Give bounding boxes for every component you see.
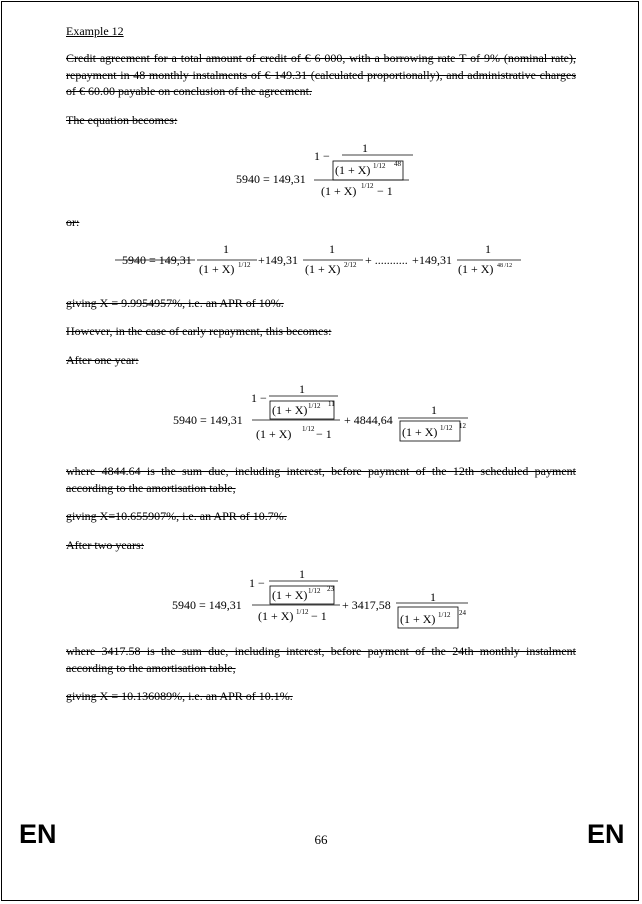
page-border [1, 1, 639, 901]
eq1-denominator-exp: 1/12 [361, 182, 374, 190]
eq1-outer-exp: 48 [394, 160, 401, 168]
eq1-one-minus: 1 − [314, 149, 330, 163]
eq2-base-1: (1 + X) [199, 262, 235, 276]
eq3-lhs: 5940 = 149,31 [173, 413, 243, 427]
where-1: where 4844.64 is the sum due, including interest, before payment of the 12th scheduled payment according to the amortisation table, [66, 464, 576, 495]
eq2-base-3: (1 + X) [458, 262, 494, 276]
equation-4 [168, 565, 478, 635]
eq4-plus-term: + 3417,58 [342, 598, 391, 612]
result-1: giving X = 9.9954957%, i.e. an APR of 10%. [66, 296, 284, 310]
equation-2 [115, 240, 535, 280]
eq2-plus-1: + [258, 253, 265, 267]
early-repayment-text: However, in the case of early repayment, this becomes: [66, 324, 332, 338]
eq2-coef-2: 149,31 [419, 253, 452, 267]
eq3-base: (1 + X) [272, 403, 308, 417]
result-2: giving X=10.655907%, i.e. an APR of 10.7%. [66, 509, 287, 523]
equation-intro: The equation becomes: [66, 113, 178, 127]
eq4-denominator-exp: 1/12 [296, 608, 309, 616]
eq3-denominator-base: (1 + X) [256, 427, 292, 441]
eq4-last-numerator: 1 [430, 590, 436, 604]
intro-paragraph: Credit agreement for a total amount of credit of € 6 000, with a borrowing rate T of 9% (nominal rate), repayment in 48 monthly instalments of € 149.31 (calculated proportionally), and administrative charges of € 60.00 payable on conclusion of the agreement. [66, 51, 576, 98]
eq2-plus-2: + [412, 253, 419, 267]
eq2-dots: + ........... [365, 253, 408, 267]
eq3-plus-term: + 4844,64 [344, 413, 393, 427]
eq2-lhs: 5940 = 149,31 [122, 253, 192, 267]
eq1-denominator-tail: − 1 [377, 184, 393, 198]
eq4-denominator-tail: − 1 [311, 609, 327, 623]
language-code-left: EN [19, 819, 57, 849]
page-number: 66 [314, 832, 328, 847]
eq4-outer-exp: 23 [327, 585, 334, 593]
eq4-frac-exp: 1/12 [308, 587, 321, 595]
eq4-last-frac-exp: 1/12 [438, 611, 451, 619]
eq2-numerator-2: 1 [329, 242, 335, 256]
eq4-denominator-base: (1 + X) [258, 609, 294, 623]
eq3-denominator-exp: 1/12 [302, 425, 315, 433]
eq2-numerator-3: 1 [485, 242, 491, 256]
eq4-one-minus: 1 − [249, 576, 265, 590]
eq3-last-base: (1 + X) [402, 425, 438, 439]
eq4-last-base: (1 + X) [400, 612, 436, 626]
eq3-last-exp: 12 [459, 422, 466, 430]
eq4-lhs: 5940 = 149,31 [172, 598, 242, 612]
eq2-coef-1: 149,31 [265, 253, 298, 267]
eq1-denominator-base: (1 + X) [321, 184, 357, 198]
or-label: or: [66, 215, 80, 229]
result-3: giving X = 10.136089%, i.e. an APR of 10.1%. [66, 689, 293, 703]
equation-3 [170, 380, 480, 450]
eq1-frac-exp: 1/12 [373, 162, 386, 170]
eq3-outer-exp: 11 [328, 400, 335, 408]
eq3-frac-exp: 1/12 [308, 402, 321, 410]
eq1-lhs: 5940 = 149,31 [236, 172, 306, 186]
eq2-numerator-1: 1 [223, 242, 229, 256]
where-2: where 3417.58 is the sum due, including interest, before payment of the 24th monthly instalment according to the amortisation table, [66, 644, 576, 675]
eq3-denominator-tail: − 1 [316, 427, 332, 441]
eq3-last-frac-exp: 1/12 [440, 424, 453, 432]
after-two-years-label: After two years: [66, 538, 144, 552]
eq1-base: (1 + X) [335, 163, 371, 177]
eq4-numerator-one: 1 [299, 567, 305, 581]
eq4-last-exp: 24 [459, 609, 466, 617]
language-code-right: EN [587, 819, 625, 849]
eq3-last-numerator: 1 [431, 403, 437, 417]
eq3-one-minus: 1 − [251, 391, 267, 405]
eq3-numerator-one: 1 [299, 382, 305, 396]
eq4-base: (1 + X) [272, 588, 308, 602]
eq2-exp-1: 1/12 [238, 261, 251, 269]
after-one-year-label: After one year: [66, 353, 139, 367]
eq2-exp-2: 2/12 [344, 261, 357, 269]
eq2-exp-3: 48 /12 [497, 263, 513, 269]
example-heading: Example 12 [66, 24, 124, 38]
eq1-numerator-one: 1 [362, 141, 368, 155]
equation-1 [225, 140, 425, 202]
eq2-base-2: (1 + X) [305, 262, 341, 276]
